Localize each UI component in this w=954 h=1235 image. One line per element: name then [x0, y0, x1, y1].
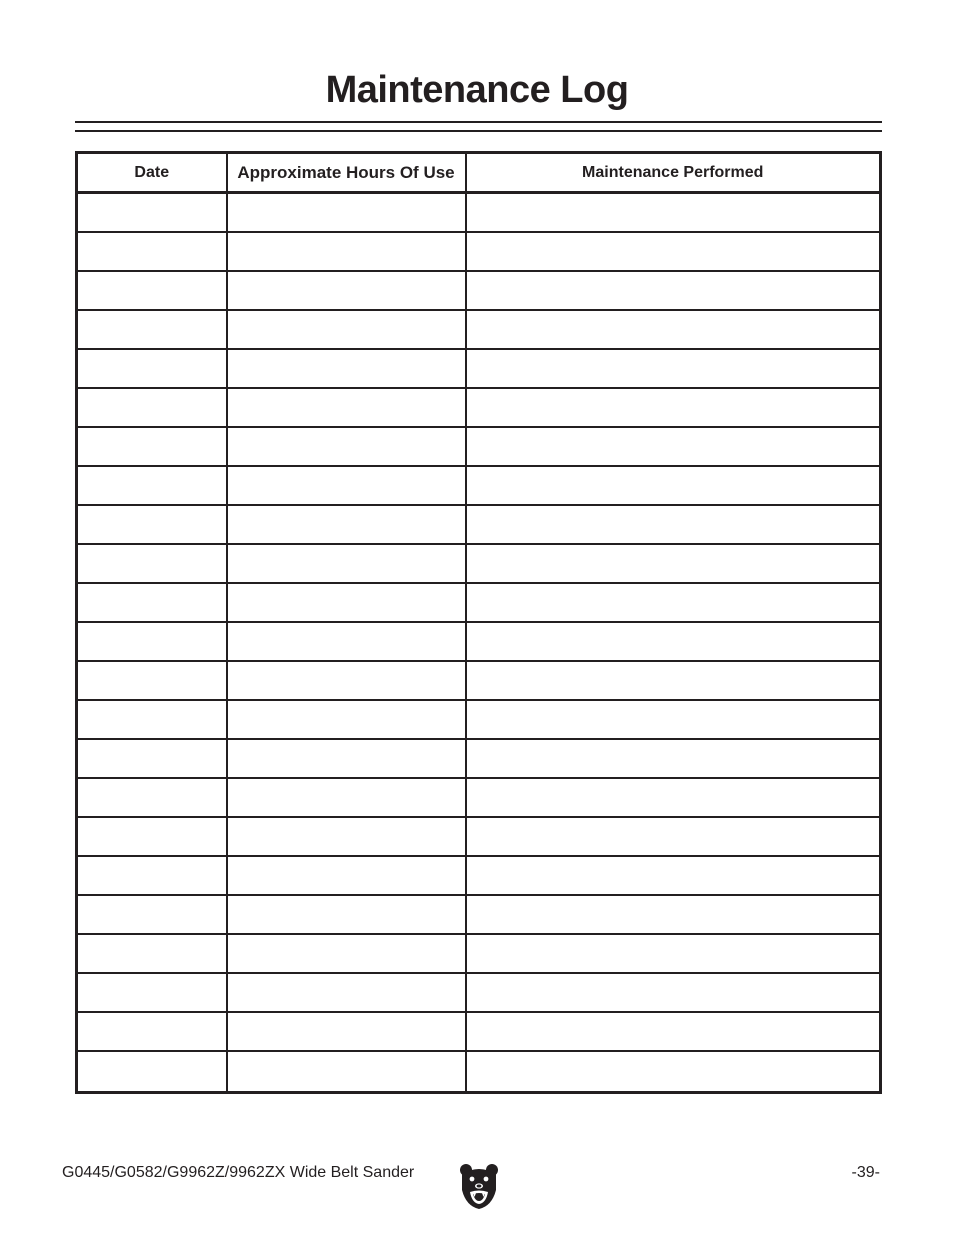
table-row	[77, 661, 881, 700]
table-row	[77, 1012, 881, 1051]
maintenance-cell	[466, 973, 881, 1012]
maintenance-log-table	[75, 151, 882, 1094]
maintenance-cell	[466, 817, 881, 856]
hours-cell	[227, 271, 466, 310]
date-cell	[77, 778, 227, 817]
date-cell	[77, 817, 227, 856]
maintenance-cell	[466, 778, 881, 817]
hours-cell	[227, 232, 466, 271]
date-cell	[77, 895, 227, 934]
date-cell	[77, 193, 227, 233]
hours-cell	[227, 700, 466, 739]
date-cell	[77, 700, 227, 739]
maintenance-cell	[466, 193, 881, 233]
date-cell	[77, 1012, 227, 1051]
maintenance-cell	[466, 271, 881, 310]
maintenance-cell	[466, 1051, 881, 1093]
date-cell	[77, 388, 227, 427]
date-cell	[77, 622, 227, 661]
table-row	[77, 856, 881, 895]
header-date: Date	[77, 153, 227, 193]
table-row	[77, 544, 881, 583]
hours-cell	[227, 895, 466, 934]
page-title: Maintenance Log	[325, 69, 629, 111]
table-row	[77, 1051, 881, 1093]
hours-cell	[227, 622, 466, 661]
maintenance-cell	[466, 856, 881, 895]
hours-cell	[227, 583, 466, 622]
date-cell	[77, 232, 227, 271]
hours-cell	[227, 544, 466, 583]
hours-cell	[227, 817, 466, 856]
hours-cell	[227, 466, 466, 505]
date-cell	[77, 739, 227, 778]
table-row	[77, 739, 881, 778]
maintenance-cell	[466, 895, 881, 934]
hours-cell	[227, 310, 466, 349]
date-cell	[77, 310, 227, 349]
table-row	[77, 934, 881, 973]
date-cell	[77, 271, 227, 310]
hours-cell	[227, 778, 466, 817]
hours-cell	[227, 1012, 466, 1051]
table-row	[77, 232, 881, 271]
table-row	[77, 505, 881, 544]
log-table-body	[77, 193, 881, 1093]
maintenance-cell	[466, 700, 881, 739]
maintenance-cell	[466, 1012, 881, 1051]
maintenance-cell	[466, 349, 881, 388]
hours-cell	[227, 388, 466, 427]
maintenance-cell	[466, 466, 881, 505]
table-row	[77, 427, 881, 466]
table-row	[77, 349, 881, 388]
date-cell	[77, 427, 227, 466]
date-cell	[77, 856, 227, 895]
table-row	[77, 583, 881, 622]
maintenance-cell	[466, 739, 881, 778]
maintenance-cell	[466, 622, 881, 661]
maintenance-cell	[466, 661, 881, 700]
footer-model-name: G0445/G0582/G9962Z/9962ZX Wide Belt Sander	[62, 1164, 415, 1181]
table-row	[77, 622, 881, 661]
hours-cell	[227, 193, 466, 233]
maintenance-cell	[466, 232, 881, 271]
date-cell	[77, 583, 227, 622]
page-number: -39-	[851, 1164, 880, 1181]
grizzly-bear-icon	[458, 1162, 500, 1210]
hours-cell	[227, 934, 466, 973]
maintenance-cell	[466, 583, 881, 622]
header-maintenance-performed: Maintenance Performed	[466, 153, 881, 193]
title-divider-bottom	[75, 130, 882, 132]
date-cell	[77, 1051, 227, 1093]
table-row	[77, 388, 881, 427]
table-row	[77, 193, 881, 233]
maintenance-cell	[466, 544, 881, 583]
hours-cell	[227, 973, 466, 1012]
maintenance-cell	[466, 427, 881, 466]
header-hours-of-use: Approximate Hours Of Use	[227, 153, 466, 193]
hours-cell	[227, 661, 466, 700]
date-cell	[77, 544, 227, 583]
date-cell	[77, 505, 227, 544]
date-cell	[77, 661, 227, 700]
maintenance-cell	[466, 505, 881, 544]
hours-cell	[227, 505, 466, 544]
hours-cell	[227, 739, 466, 778]
hours-cell	[227, 349, 466, 388]
table-row	[77, 895, 881, 934]
table-row	[77, 310, 881, 349]
maintenance-cell	[466, 310, 881, 349]
hours-cell	[227, 427, 466, 466]
table-row	[77, 271, 881, 310]
date-cell	[77, 349, 227, 388]
table-row	[77, 778, 881, 817]
date-cell	[77, 934, 227, 973]
date-cell	[77, 466, 227, 505]
table-header-row	[77, 153, 881, 193]
date-cell	[77, 973, 227, 1012]
maintenance-cell	[466, 934, 881, 973]
table-row	[77, 973, 881, 1012]
table-row	[77, 817, 881, 856]
table-row	[77, 700, 881, 739]
maintenance-cell	[466, 388, 881, 427]
title-divider-top	[75, 121, 882, 123]
hours-cell	[227, 856, 466, 895]
hours-cell	[227, 1051, 466, 1093]
table-row	[77, 466, 881, 505]
